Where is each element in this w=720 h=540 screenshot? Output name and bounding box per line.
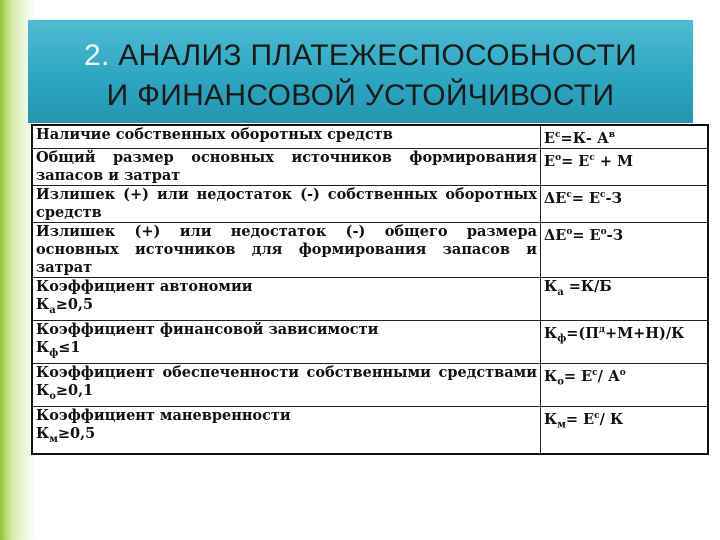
indicators-table: [31, 124, 709, 455]
row-description: Наличие собственных оборотных средств: [32, 125, 541, 148]
row-description: Коэффициент маневренности $К_м\ge 0,5$: [32, 406, 541, 454]
row-formula: $Е^с=К-$ $А^в$: [541, 125, 709, 148]
table-row: [32, 320, 708, 363]
row-description: Коэффициент обеспеченности собственными средствами $К_о\ge 0,1$: [32, 363, 541, 406]
row-formula: $Е^о= Е^с + М$: [541, 148, 709, 185]
row-description: Излишек (+) или недостаток (-) общего размера основных источников для формирования запасов и затрат: [32, 222, 541, 277]
row-description: Коэффициент финансовой зависимости $К_ф\le 1$: [32, 320, 541, 363]
row-formula: $К_о= Е^с/$ $А^о$: [541, 363, 709, 406]
row-formula: $К_м= Е^с/$ К: [541, 406, 709, 454]
row-description: Коэффициент автономии $К_а\ge 0,5$: [32, 277, 541, 320]
row-description: Излишек (+) или недостаток (-) собственных оборотных средств: [32, 185, 541, 222]
table-row: [32, 222, 708, 277]
slide-title: [28, 36, 693, 116]
title-number: 2.: [84, 39, 110, 72]
row-formula: $\Delta Е^о= Е^о-З$: [541, 222, 709, 277]
row-formula: $К_а =К/Б$: [541, 277, 709, 320]
left-decorative-stripe: [0, 0, 14, 540]
title-line-2: И ФИНАНСОВОЙ УСТОЙЧИВОСТИ: [106, 79, 615, 112]
row-formula: $К_ф=(П^д+М+Н)/К$: [541, 320, 709, 363]
table-row: [32, 185, 708, 222]
table-row: [32, 277, 708, 320]
title-line-1: АНАЛИЗ ПЛАТЕЖЕСПОСОБНОСТИ: [118, 39, 637, 72]
table-row: [32, 406, 708, 454]
table-row: [32, 148, 708, 185]
table-row: [32, 363, 708, 406]
row-description: Общий размер основных источников формирования запасов и затрат: [32, 148, 541, 185]
table-row: [32, 125, 708, 148]
row-formula: $\Delta Е^с= Е^с-З$: [541, 185, 709, 222]
